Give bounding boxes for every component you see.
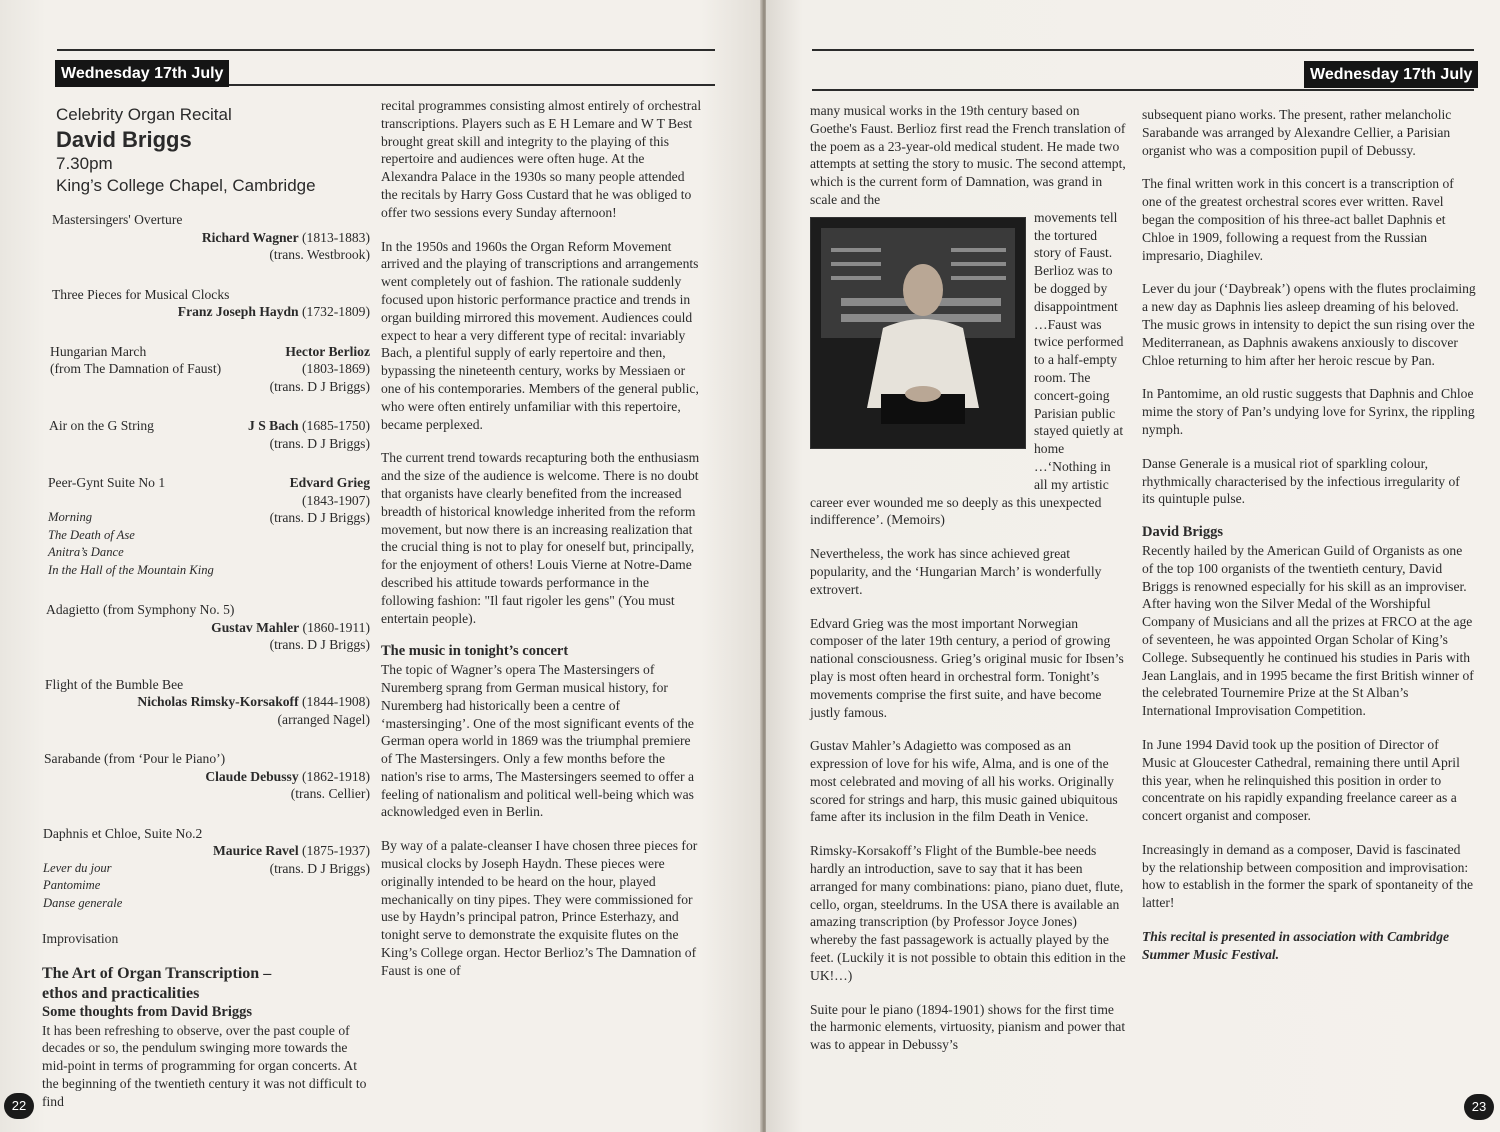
movement: Morning xyxy=(48,510,93,524)
programme-item xyxy=(49,417,370,452)
composer: Richard Wagner xyxy=(201,229,299,245)
composer: Franz Joseph Haydn xyxy=(177,304,299,319)
arrangement-note: (trans. D J Briggs) xyxy=(269,860,370,876)
arrangement-note: (trans. Cellier) xyxy=(290,786,370,801)
composer-dates: (1843-1907) xyxy=(302,492,370,508)
page-number: 22 xyxy=(4,1093,34,1119)
arrangement-note: (trans. D J Briggs) xyxy=(269,637,370,652)
arrangement-note: (trans. D J Briggs) xyxy=(269,378,370,394)
programme-item xyxy=(43,825,370,913)
programme-item xyxy=(48,474,370,579)
day-banner: Wednesday 17th July xyxy=(55,60,229,87)
movement: Anitra’s Dance xyxy=(48,545,124,559)
piece-title: Daphnis et Chloe, Suite No.2 xyxy=(43,825,203,841)
movement: The Death of Ase xyxy=(48,527,135,542)
arrangement-note: (trans. Westbrook) xyxy=(269,247,370,262)
paragraph: career ever wounded me so deeply as this unexpected indifference’. (Memoirs) xyxy=(810,494,1102,528)
paragraph: Gustav Mahler’s Adagietto was composed as an expression of love for his wife, Alma, and is one of the most celebrated and moving of all his works. Originally scored for strings and harp, this music gained ubiquitous fame after its inclusion in the film Death in Venice. xyxy=(810,738,1118,825)
article-title: The Art of Organ Transcription – xyxy=(42,964,272,982)
composer-dates: (1685-1750) xyxy=(302,418,370,433)
article-column-3 xyxy=(810,102,1126,1070)
movement: Lever du jour xyxy=(43,860,112,875)
programme-item xyxy=(45,676,370,729)
performer-photo xyxy=(810,217,1026,449)
composer-dates: (1862-1918) xyxy=(302,768,370,784)
organist-photo-illustration xyxy=(811,218,1025,448)
paragraph: subsequent piano works. The present, rather melancholic Sarabande was arranged by Alexandre Cellier, a Parisian organist who was a composition pupil of Debussy. xyxy=(1142,107,1452,158)
movement: Pantomime xyxy=(43,878,101,892)
composer: Edvard Grieg xyxy=(289,475,370,490)
bio-heading: David Briggs xyxy=(1142,524,1223,541)
composer: J S Bach xyxy=(248,418,299,433)
header-rule xyxy=(812,89,1474,91)
paragraph: Edvard Grieg was the most important Norwegian composer of the later 19th century, a period of growing national consciousness. Grieg’s original music for Ibsen’s play is most often heard in orchestral form. Tonight’s movements comprise the first suite, and have become justly famous. xyxy=(810,615,1124,720)
programme-item xyxy=(52,211,370,264)
movement: In the Hall of the Mountain King xyxy=(48,562,214,577)
section-heading: The music in tonight’s concert xyxy=(381,643,569,660)
paragraph: recital programmes consisting almost entirely of orchestral transcriptions. Players such as E H Lemare and W T Best brought great skill and integrity to the playing of this repertoire and audiences were often huge. At the Alexandra Palace in the 1930s so many people attended the recitals by Harry Goss Custard that he was obliged to offer two sessions every Sunday afternoon! xyxy=(381,98,702,220)
paragraph-wrap: movements tell the tortured story of Faust. Berlioz was to be dogged by disappointment …Faust was twice performed to a half-empty room. The concert-going Parisian public stayed quietly at home …‘Nothing in all my artistic xyxy=(1034,209,1124,492)
piece-title: Mastersingers' Overture xyxy=(52,212,183,227)
composer-dates: (1813-1883) xyxy=(302,229,370,245)
composer: Nicholas Rimsky-Korsakoff xyxy=(137,694,299,709)
arrangement-note: (trans. D J Briggs) xyxy=(269,510,370,525)
piece-title: Flight of the Bumble Bee xyxy=(45,676,184,692)
composer-dates: (1732-1809) xyxy=(302,304,370,319)
programme-item xyxy=(44,750,370,803)
performer-name: David Briggs xyxy=(56,127,192,152)
top-rule xyxy=(812,49,1474,51)
paragraph: The current trend towards recapturing both the enthusiasm and the size of the audience is welcome. There is no doubt that organists have clearly benefited from the increased breadth of historical knowledge inherited from the reform movement, but now there is an increasing realization that the crucial thing is not to play for oneself but, principally, for the enjoyment of others! Louis Vierne at Notre-Dame described his attitude towards performance in the following fashion: "Il faut rigoler les gens" (You must entertain people). xyxy=(381,450,700,626)
paragraph: Lever du jour (‘Daybreak’) opens with the flutes proclaiming a new day as Daphnis lies asleep dreaming of his beloved. The music grows in intensity to depict the sun rising over the Mediterranean, as Daphnis awakens anxiously to discover Chloe returning to him after her heroic rescue by Pan. xyxy=(1142,281,1476,368)
piece-title: Adagietto (from Symphony No. 5) xyxy=(46,602,235,617)
movement-list xyxy=(48,509,214,579)
composer: Gustav Mahler xyxy=(211,619,300,635)
movement: Danse generale xyxy=(43,895,123,910)
paragraph: Suite pour le piano (1894-1901) shows for the first time the harmonic elements, virtuosity, pianism and power that was to appear in Debussy’s xyxy=(810,1001,1126,1053)
paragraph: Increasingly in demand as a composer, David is fascinated by the relationship between composition and improvisation: how to establish in the former the spark of spontaneity of the latter! xyxy=(1142,841,1474,911)
paragraph: Nevertheless, the work has since achieved great popularity, and the ‘Hungarian March’ is wonderfully extrovert. xyxy=(810,546,1102,597)
composer: Hector Berlioz xyxy=(285,343,370,359)
article-intro: It has been refreshing to observe, over the past couple of decades or so, the pendulum swinging more towards the mid-point in terms of programming for organ concerts. At the beginning of the twentieth century it was not difficult to find xyxy=(42,1022,367,1109)
article-intro-block xyxy=(42,964,370,1111)
sponsor-note: This recital is presented in association with Cambridge Summer Music Festival. xyxy=(1142,929,1450,962)
composer-dates: (1860-1911) xyxy=(302,619,370,635)
recital-type: Celebrity Organ Recital xyxy=(56,105,232,124)
arrangement-note: (arranged Nagel) xyxy=(277,711,370,727)
piece-title: Three Pieces for Musical Clocks xyxy=(52,286,230,302)
paragraph: By way of a palate-cleanser I have chosen three pieces for musical clocks by Joseph Haydn. These pieces were originally intended to be heard on the hour, played mechanically on tiny pipes. They were commissioned for use by Haydn’s principal patron, Prince Esterhazy, and tonight serve to demonstrate the exquisite flutes on the King’s College organ. Hector Berlioz’s The Damnation of Faust is one of xyxy=(381,838,698,978)
movement-list xyxy=(43,860,122,913)
article-title-2: ethos and practicalities xyxy=(42,984,200,1002)
article-subtitle: Some thoughts from David Briggs xyxy=(42,1003,252,1020)
programme-item xyxy=(50,343,370,396)
right-page xyxy=(766,0,1500,1132)
programme-column xyxy=(42,104,370,1111)
composer-dates: (1844-1908) xyxy=(302,694,370,709)
article-column-4 xyxy=(1142,106,1476,980)
piece-title: Air on the G String xyxy=(49,418,154,433)
improvisation: Improvisation xyxy=(42,931,119,946)
piece-title: Peer-Gynt Suite No 1 xyxy=(48,475,166,490)
paragraph: In June 1994 David took up the position of Director of Music at Gloucester Cathedral, remaining there until April this year, when he relinquished this position in order to concentrate on his rapidly expanding freelance career as a concert organist and composer. xyxy=(1142,736,1460,824)
article-column-2 xyxy=(381,97,703,996)
composer-dates: (1875-1937) xyxy=(302,843,370,858)
page-number: 23 xyxy=(1464,1094,1494,1120)
paragraph: Recently hailed by the American Guild of Organists as one of the top 100 organists of the twentieth century, David Briggs is renowned especially for his skill as an improviser. After having won the Silver Medal of the Worshipful Company of Musicians and all the prizes at FRCO at the age of seventeen, he was appointed Organ Scholar of King’s College. Subsequently he continued his studies in Paris with Jean Langlais, and in 1995 became the first British winner of the celebrated Tournemire Prize at the St Alban’s International Improvisation Competition. xyxy=(1142,542,1474,719)
programme-item xyxy=(46,601,370,654)
recital-venue: King’s College Chapel, Cambridge xyxy=(56,176,316,195)
day-banner: Wednesday 17th July xyxy=(1304,61,1478,88)
composer: Maurice Ravel xyxy=(212,843,299,858)
piece-title: Hungarian March xyxy=(50,343,147,359)
recital-header xyxy=(56,104,370,197)
paragraph: Danse Generale is a musical riot of sparkling colour, rhythmically characterised by the infectious irregularity of its quintuple pulse. xyxy=(1142,455,1460,507)
piece-title: Sarabande (from ‘Pour le Piano’) xyxy=(44,751,226,766)
paragraph: In Pantomime, an old rustic suggests that Daphnis and Chloe mime the story of Pan’s undying love for Syrinx, the rippling nymph. xyxy=(1142,386,1475,437)
programme-item xyxy=(52,286,370,321)
paragraph: many musical works in the 19th century based on Goethe's Faust. Berlioz first read the French translation of the poem as a 23-year-old medical student. He made two attempts at setting the story to music. The second attempt, which is the current form of Damnation, was grand in scale and the xyxy=(810,103,1126,207)
recital-time: 7.30pm xyxy=(56,154,113,173)
paragraph: The topic of Wagner’s opera The Mastersingers of Nuremberg sprang from German musical history, for Nuremberg had historically been a centre of ‘mastersinging’. One of the most significant events of the German opera world in 1869 was the triumphal premiere of The Mastersingers. Only a few months before the nation's rise to arms, The Mastersingers seemed to offer a feeling of nationalism and political well-being which was acknowledged even in Berlin. xyxy=(381,662,695,820)
paragraph: In the 1950s and 1960s the Organ Reform Movement arrived and the playing of transcriptions and arrangements went completely out of fashion. The rationale suddenly focused upon historic performance practice and trends in organ building mirrored this movement. Audiences could expect to hear a very different type of recital: invariably Bach, a plentiful supply of early repertoire and then, bypassing the nineteenth century, works by Messiaen or one of his contemporaries. Members of the general public, who were often entirely unfamiliar with this repertoire, became perplexed. xyxy=(381,238,699,432)
composer: Claude Debussy xyxy=(205,768,299,784)
composer-dates: (1803-1869) xyxy=(302,361,370,376)
paragraph: Rimsky-Korsakoff’s Flight of the Bumble-bee needs hardly an introduction, save to say that it has been arranged for many combinations: piano, piano duet, flute, cello, organ, steeldrums. In the USA there is available an amazing transcription (by Professor Joyce Jones) whereby the fast passagework is actually played by the feet. (Luckily it is not possible to obtain this edition in the UK!…) xyxy=(810,843,1126,983)
piece-subtitle: (from The Damnation of Faust) xyxy=(50,361,222,376)
arrangement-note: (trans. D J Briggs) xyxy=(269,435,370,451)
paragraph: The final written work in this concert is a transcription of one of the greatest orchestral scores ever written. Ravel began the composition of his three-act ballet Daphnis et Chloe in 1909, following a request from the Russian impresario, Diaghilev. xyxy=(1142,176,1454,263)
top-rule xyxy=(57,49,715,51)
